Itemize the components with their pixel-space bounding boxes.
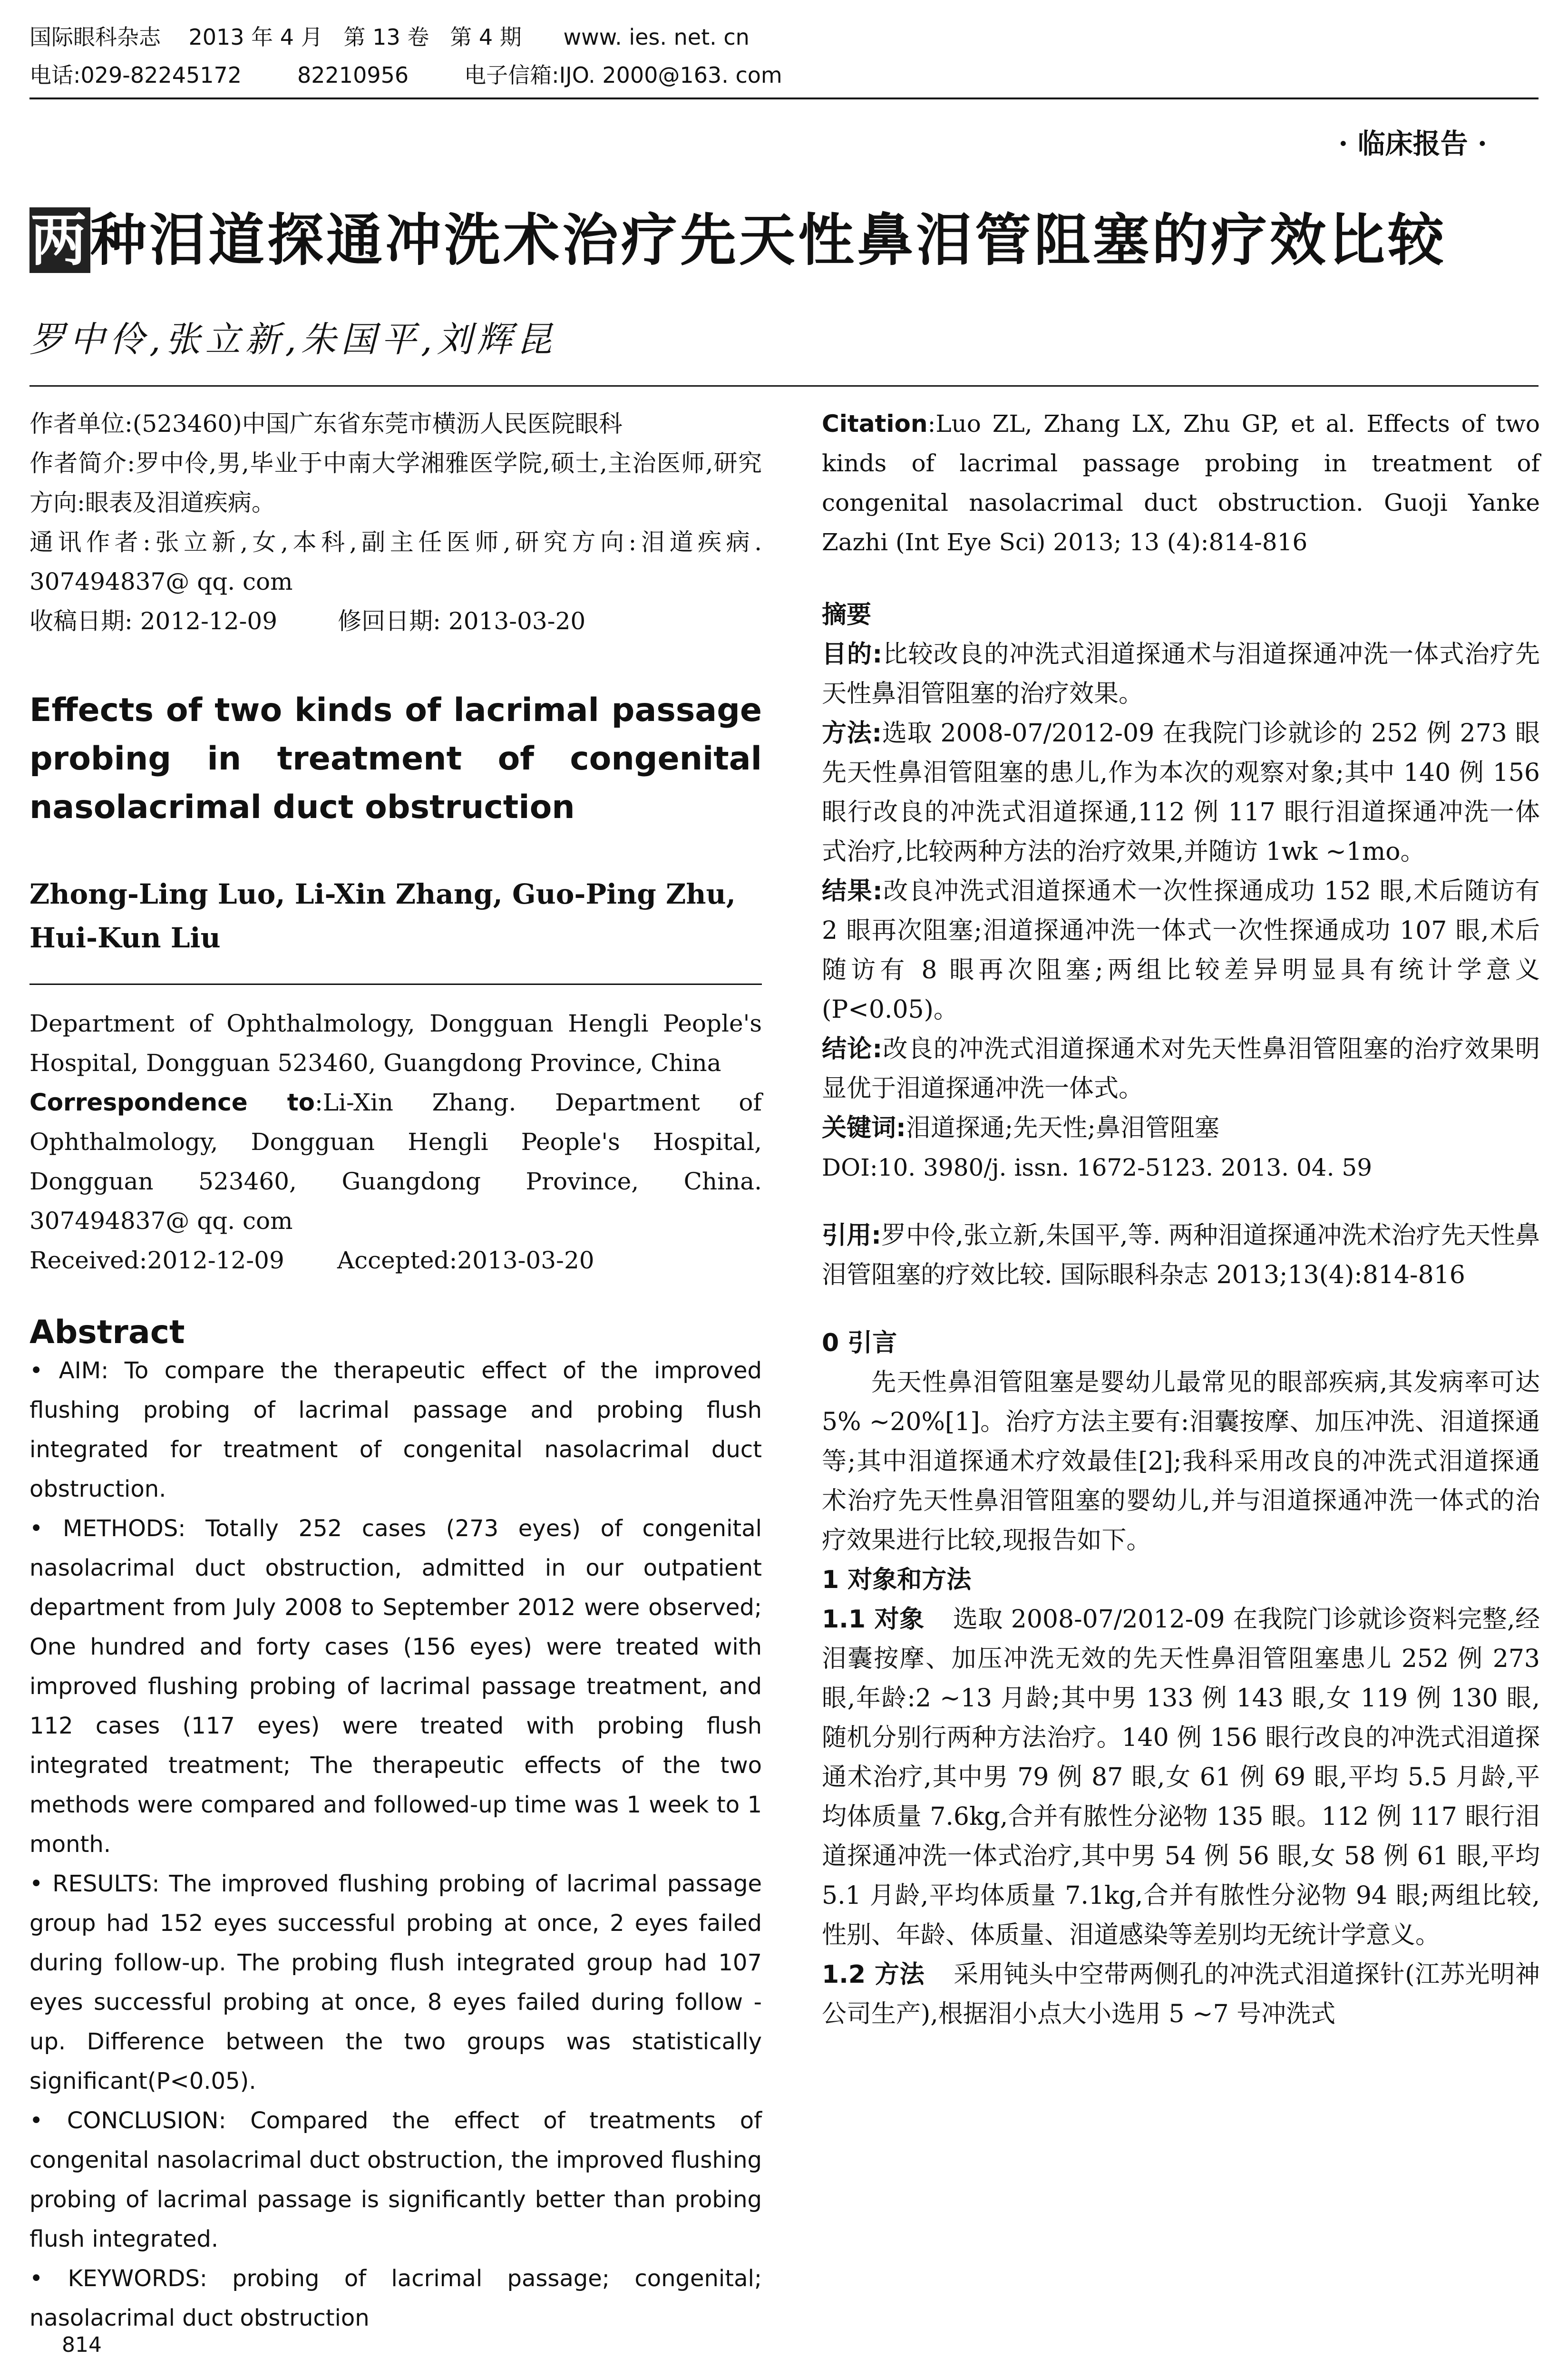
title-rest: 种泪道探通冲洗术治疗先天性鼻泪管阻塞的疗效比较	[90, 207, 1447, 273]
section12-paragraph	[822, 1955, 1540, 2034]
affil-corresponding: 通讯作者:张立新,女,本科,副主任医师,研究方向:泪道疾病. 307494837@ qq. com	[29, 528, 762, 595]
abstract-aim: • AIM: To compare the therapeutic effect of the improved flushing probing of lacrimal passage and probing flush integrated for treatment of congenital nasolacrimal duct obstruction.	[29, 1357, 762, 1502]
section12-label: 1.2 方法	[822, 1960, 925, 1989]
zh-keywords-label: 关键词:	[822, 1114, 906, 1142]
affil-author-bio: 作者简介:罗中伶,男,毕业于中南大学湘雅医学院,硕士,主治医师,研究方向:眼表及泪道疾病。	[29, 449, 762, 516]
section11-text: 选取 2008-07/2012-09 在我院门诊就诊资料完整,经泪囊按摩、加压冲洗无效的先天性鼻泪管阻塞患儿 252 例 273 眼,年龄:2 ~13 月龄;其中男 133 例 143 眼,女 119 例 130 眼,随机分别行两种方法治疗。140 例 156 眼行改良的冲洗式泪道探通术治疗,其中男 79 例 87 眼,女 61 例 69 眼,平均 5.5 月龄,平均体质量 7.6kg,合并有脓性分泌物 135 眼。112 例 117 眼行泪道探通冲洗一体式治疗,其中男 54 例 56 眼,女 58 例 61 眼,平均 5.1 月龄,平均体质量 7.1kg,合并有脓性分泌物 94 眼;两组比较,性别、年龄、体质量、泪道感染等差别均无统计学意义。	[822, 1605, 1540, 1949]
intro-paragraph: 先天性鼻泪管阻塞是婴幼儿最常见的眼部疾病,其发病率可达 5% ~20%[1]。治疗方法主要有:泪囊按摩、加压冲洗、泪道探通等;其中泪道探通术疗效最佳[2];我科采用改良的冲洗式泪道探通术治疗先天性鼻泪管阻塞的婴幼儿,并与泪道探通冲洗一体式的治疗效果进行比较,现报告如下。	[822, 1368, 1540, 1555]
correspondence-text: :Li-Xin Zhang. Department of Ophthalmology, Dongguan Hengli People's Hospital, Dongguan 523460, Guangdong Province, China. 307494837@ qq. com	[29, 1089, 762, 1235]
title-rule	[29, 385, 1539, 387]
citation-label: Citation	[822, 410, 928, 438]
left-column	[29, 404, 762, 2338]
article-title	[29, 205, 1537, 276]
abstract-conclusion: • CONCLUSION: Compared the effect of treatments of congenital nasolacrimal duct obstruction, the improved flushing probing of lacrimal passage is significantly better than probing flush integrated.	[29, 2107, 762, 2252]
received-accepted: Received:2012-12-09 Accepted:2013-03-20	[29, 1247, 594, 1274]
received-dates-zh: 收稿日期: 2012-12-09 修回日期: 2013-03-20	[29, 607, 586, 635]
correspondence-label: Correspondence to	[29, 1089, 315, 1116]
section1-heading: 1 对象和方法	[822, 1566, 972, 1594]
section-tag: · 临床报告 ·	[1338, 127, 1487, 160]
abstract-keywords: • KEYWORDS: probing of lacrimal passage; congenital; nasolacrimal duct obstruction	[29, 2265, 762, 2331]
zh-citation-text: 罗中伶,张立新,朱国平,等. 两种泪道探通冲洗术治疗先天性鼻泪管阻塞的疗效比较. 国际眼科杂志 2013;13(4):814-816	[822, 1221, 1540, 1289]
section11-label: 1.1 对象	[822, 1605, 925, 1634]
zh-conclusion-label: 结论:	[822, 1035, 883, 1063]
zh-keywords	[822, 1109, 1540, 1148]
abstract-results: • RESULTS: The improved flushing probing of lacrimal passage group had 152 eyes successful probing at once, 2 eyes failed during follow-up. The probing flush integrated group had 107 eyes successful probing at once, 8 eyes failed during follow - up. Difference between the two groups was statistically significant(P<0.05).	[29, 1870, 762, 2094]
affil-unit: 作者单位:(523460)中国广东省东莞市横沥人民医院眼科	[29, 410, 623, 438]
right-column	[822, 404, 1540, 2034]
zh-results	[822, 872, 1540, 1030]
zh-conclusion-text: 改良的冲洗式泪道探通术对先天性鼻泪管阻塞的治疗效果明显优于泪道探通冲洗一体式。	[822, 1035, 1540, 1103]
zh-objective-label: 目的:	[822, 640, 883, 669]
zh-results-text: 改良冲洗式泪道探通术一次性探通成功 152 眼,术后随访有 2 眼再次阻塞;泪道探通冲洗一体式一次性探通成功 107 眼,术后随访有 8 眼再次阻塞;两组比较差异明显具有统计学意义(P<0.05)。	[822, 877, 1540, 1024]
zh-conclusion	[822, 1030, 1540, 1109]
abstract-methods: • METHODS: Totally 252 cases (273 eyes) of congenital nasolacrimal duct obstruction, admitted in our outpatient department from July 2008 to September 2012 were observed; One hundred and forty cases (156 eyes) were treated with improved flushing probing of lacrimal passage treatment, and 112 cases (117 eyes) were treated with probing flush integrated treatment; The therapeutic effects of the two methods were compared and followed-up time was 1 week to 1 month.	[29, 1515, 762, 1858]
zh-keywords-text: 泪道探通;先天性;鼻泪管阻塞	[906, 1114, 1219, 1142]
english-department: Department of Ophthalmology, Dongguan Hengli People's Hospital, Dongguan 523460, Guangdong Province, China	[29, 1010, 762, 1077]
english-title: Effects of two kinds of lacrimal passage probing in treatment of congenital nasolacrimal duct obstruction	[29, 692, 762, 826]
header-rule	[29, 97, 1539, 99]
journal-header-line1: 国际眼科杂志 2013 年 4 月 第 13 卷 第 4 期 www. ies. net. cn	[29, 24, 750, 50]
zh-results-label: 结果:	[822, 877, 883, 906]
abstract-heading: Abstract	[29, 1314, 185, 1351]
english-authors: Zhong-Ling Luo, Li-Xin Zhang, Guo-Ping Zhu, Hui-Kun Liu	[29, 878, 736, 954]
journal-header-line2: 电话:029-82245172 82210956 电子信箱:IJO. 2000@163. com	[29, 62, 782, 88]
page-number: 814	[62, 2333, 102, 2357]
section11-paragraph	[822, 1600, 1540, 1955]
zh-citation-label: 引用:	[822, 1221, 881, 1250]
section12-text: 采用钝头中空带两侧孔的冲洗式泪道探针(江苏光明神公司生产),根据泪小点大小选用 5 ~7 号冲洗式	[822, 1960, 1540, 2028]
citation	[822, 404, 1540, 562]
doi: DOI:10. 3980/j. issn. 1672-5123. 2013. 04. 59	[822, 1154, 1373, 1181]
title-first-char: 两	[30, 207, 90, 273]
intro-heading: 0 引言	[822, 1329, 897, 1357]
zh-methods-label: 方法:	[822, 719, 882, 748]
zh-objective	[822, 635, 1540, 714]
zh-abstract-heading: 摘要	[822, 601, 872, 629]
zh-methods	[822, 714, 1540, 872]
zh-objective-text: 比较改良的冲洗式泪道探通术与泪道探通冲洗一体式治疗先天性鼻泪管阻塞的治疗效果。	[822, 640, 1540, 708]
zh-citation	[822, 1216, 1540, 1295]
zh-methods-text: 选取 2008-07/2012-09 在我院门诊就诊的 252 例 273 眼先天性鼻泪管阻塞的患儿,作为本次的观察对象;其中 140 例 156 眼行改良的冲洗式泪道探通,112 例 117 眼行泪道探通冲洗一体式治疗,比较两种方法的治疗效果,并随访 1wk ~1mo。	[822, 719, 1540, 866]
citation-text: :Luo ZL, Zhang LX, Zhu GP, et al. Effects of two kinds of lacrimal passage probing in treatment of congenital nasolacrimal duct obstruction. Guoji Yanke Zazhi (Int Eye Sci) 2013; 13 (4):814-816	[822, 410, 1540, 556]
authors-zh: 罗中伶,张立新,朱国平,刘辉昆	[29, 319, 557, 360]
correspondence	[29, 1083, 762, 1241]
